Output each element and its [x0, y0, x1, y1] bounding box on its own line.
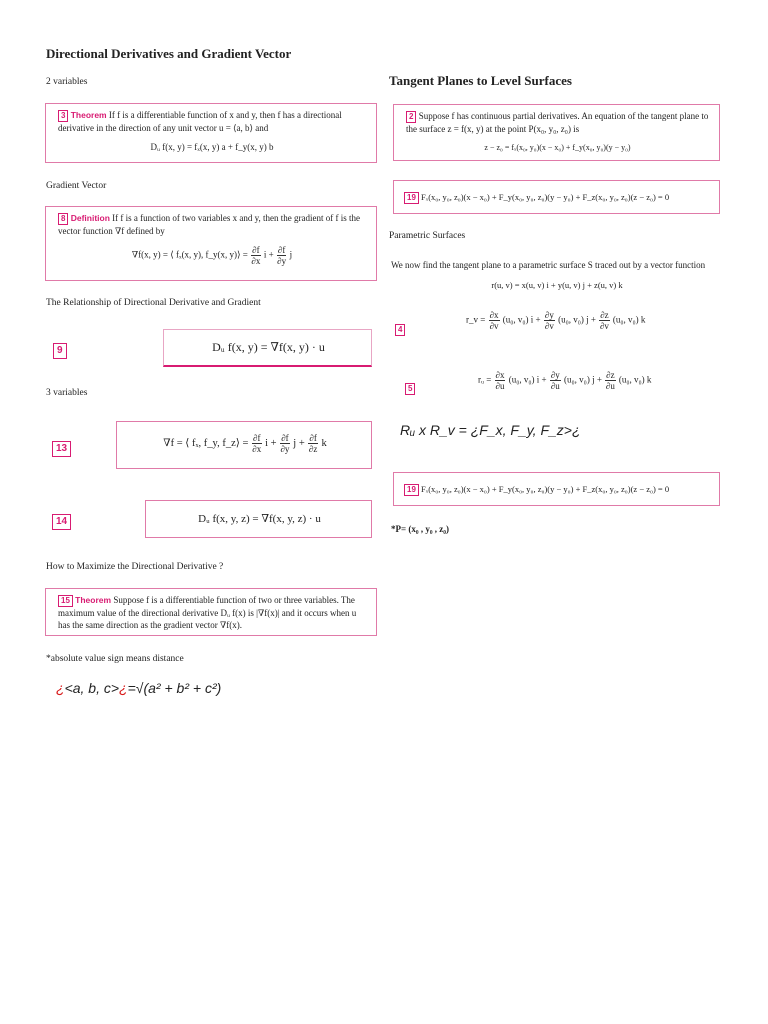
- equation-9-box: [163, 329, 372, 367]
- cross-product-formula: Rᵤ x R_v = ¿F_x, F_y, F_z>¿: [400, 422, 581, 438]
- box-19-a-equation: 19 Fₓ(x₀, y₀, z₀)(x − x₀) + F_y(x₀, y₀, z₀)(y − y₀) + F_z(x₀, y₀, z₀)(z − z₀) = 0: [404, 192, 716, 204]
- magnitude-formula: ¿<a, b, c>¿=√(a² + b² + c²): [56, 680, 222, 696]
- equation-13-number: 13: [52, 438, 71, 457]
- parametric-text: We now find the tangent plane to a parametric surface S traced out by a vector function: [391, 260, 706, 270]
- theorem-3-keyword: Theorem: [70, 110, 107, 120]
- page-title: Directional Derivatives and Gradient Vector: [46, 46, 292, 61]
- point-note: *P= (x₀ , y₀ , z₀): [391, 524, 449, 534]
- box-2-number: 2: [406, 111, 416, 123]
- theorem-3-equation: Dᵤ f(x, y) = fₓ(x, y) a + f_y(x, y) b: [150, 142, 274, 152]
- gradient-vector-label: Gradient Vector: [46, 181, 107, 191]
- parametric-equation: r(u, v) = x(u, v) i + y(u, v) j + z(u, v) k: [491, 280, 623, 290]
- equation-4-number: 4: [395, 319, 405, 337]
- theorem-3-number: 3: [58, 110, 68, 122]
- theorem-15-text: 15 Theorem Suppose f is a differentiable function of two or three variables. The maximum value of the directional derivative Dᵤ f(x) is |∇f(x)| and it occurs when u has the same direction as the gradient vector ∇f(x).: [58, 595, 357, 630]
- equation-4: r_v = $\frac{\partial x}{\partial v}$ (u₀, v₀) i + $\frac{\partial y}{\partial v}$ (u₀, v₀) j + $\frac{\partial z}{\partial v}$ (u₀, v₀) k: [466, 310, 646, 331]
- definition-8-number: 8: [58, 213, 68, 225]
- relationship-label: The Relationship of Directional Derivative and Gradient: [46, 298, 261, 308]
- box-2: [393, 104, 720, 161]
- equation-9: Dᵤ f(x, y) = ∇f(x, y) · u: [212, 340, 325, 354]
- theorem-15-box: [45, 588, 377, 636]
- equation-13-box: [116, 421, 372, 469]
- equation-14-number: 14: [52, 511, 71, 530]
- theorem-3-box: [45, 103, 377, 163]
- box-19-a: [393, 180, 720, 214]
- definition-8-text: 8 Definition If f is a function of two variables x and y, then the gradient of f is the vector function ∇f defined by: [58, 213, 360, 236]
- definition-8-box: [45, 206, 377, 281]
- two-variables-label: 2 variables: [46, 77, 88, 87]
- box-19-b: [393, 472, 720, 506]
- box-19-b-equation: 19 Fₓ(x₀, y₀, z₀)(x − x₀) + F_y(x₀, y₀, z₀)(y − y₀) + F_z(x₀, y₀, z₀)(z − z₀) = 0: [404, 484, 716, 496]
- box-2-equation: z − z₀ = fₓ(x₀, y₀)(x − x₀) + f_y(x₀, y₀)(y − y₀): [484, 143, 631, 152]
- equation-14-box: [145, 500, 372, 538]
- absolute-value-note: *absolute value sign means distance: [46, 654, 184, 664]
- definition-8-equation: ∇f(x, y) = ⟨ fₓ(x, y), f_y(x, y)⟩ = $\frac{\partial f}{\partial x}$ i + $\frac{\partial f}{\partial y}$ j: [131, 245, 293, 266]
- tangent-planes-title: Tangent Planes to Level Surfaces: [389, 73, 572, 88]
- equation-5: rᵤ = $\frac{\partial x}{\partial u}$ (u₀, v₀) i + $\frac{\partial y}{\partial u}$ (u₀, v₀) j + $\frac{\partial z}{\partial u}$ (u₀, v₀) k: [478, 370, 652, 391]
- box-2-text: 2 Suppose f has continuous partial derivatives. An equation of the tangent plane to the surface z = f(x, y) at the point P(x₀, y₀, z₀) is: [406, 111, 709, 134]
- definition-8-keyword: Definition: [70, 213, 110, 223]
- equation-5-number: 5: [405, 378, 415, 396]
- theorem-15-keyword: Theorem: [75, 595, 112, 605]
- equation-9-number: 9: [53, 340, 67, 359]
- parametric-surfaces-label: Parametric Surfaces: [389, 231, 466, 241]
- theorem-15-number: 15: [58, 595, 73, 607]
- three-variables-label: 3 variables: [46, 388, 88, 398]
- theorem-3-text: 3 Theorem If f is a differentiable function of x and y, then f has a directional derivative in the direction of any unit vector u = ⟨a, b⟩ and: [58, 110, 342, 133]
- equation-14: Dᵤ f(x, y, z) = ∇f(x, y, z) · u: [198, 513, 321, 525]
- equation-13: ∇f = ⟨ fₓ, f_y, f_z⟩ = $\frac{\partial f}{\partial x}$ i + $\frac{\partial f}{\partial y}$ j + $\frac{\partial f}{\partial z}$ k: [163, 433, 327, 454]
- maximize-label: How to Maximize the Directional Derivative ?: [46, 562, 224, 572]
